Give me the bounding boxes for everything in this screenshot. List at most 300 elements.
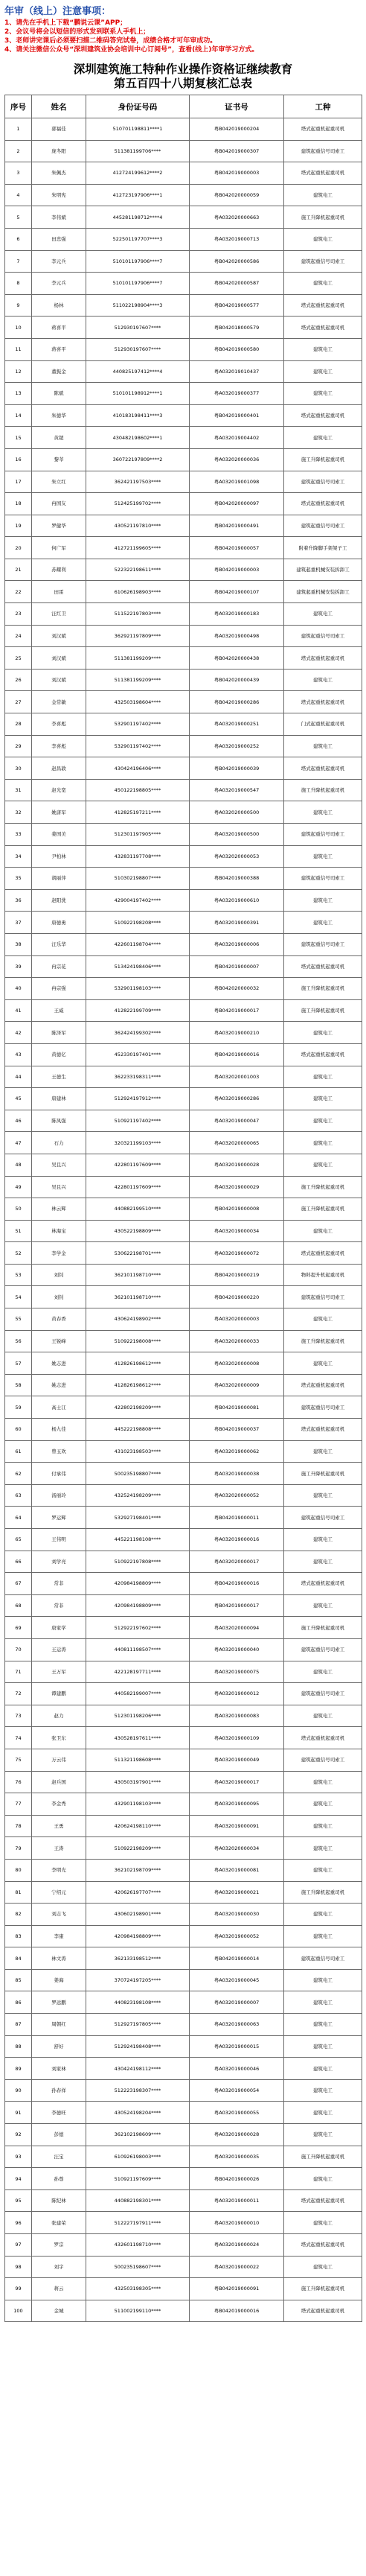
- cell-index: 6: [5, 228, 32, 250]
- cell-index: 42: [5, 1022, 32, 1044]
- table-row: [5, 537, 362, 559]
- cell-index: 87: [5, 2014, 32, 2036]
- cell-name: 何广军: [32, 537, 86, 559]
- cell-name: 李喜彪: [32, 713, 86, 736]
- cell-index: 21: [5, 559, 32, 581]
- table-row: [5, 1771, 362, 1793]
- cell-certificate-number: 粤A032019000022: [190, 2256, 284, 2278]
- summary-table: [4, 95, 362, 2322]
- cell-index: 79: [5, 1837, 32, 1860]
- cell-name: 朱立红: [32, 471, 86, 493]
- cell-index: 13: [5, 383, 32, 405]
- table-row: [5, 1705, 362, 1727]
- cell-certificate-number: 粤A032020000009: [190, 1374, 284, 1396]
- cell-id-number: 530622198701****: [86, 1242, 190, 1265]
- cell-certificate-number: 粤A032019000498: [190, 625, 284, 647]
- cell-id-number: 422801197609****: [86, 1154, 190, 1176]
- cell-job-type: 门式起重机起重司机: [284, 713, 362, 736]
- cell-id-number: 362102198609****: [86, 2124, 190, 2146]
- cell-job-type: 建筑起重信号司索工: [284, 1749, 362, 1771]
- cell-index: 26: [5, 669, 32, 691]
- cell-id-number: 513424198406****: [86, 955, 190, 978]
- cell-certificate-number: 粤B042019000220: [190, 1286, 284, 1308]
- cell-id-number: 512924198408****: [86, 2035, 190, 2058]
- cell-index: 88: [5, 2035, 32, 2058]
- cell-name: 杨林: [32, 294, 86, 317]
- cell-id-number: 362101198710****: [86, 1264, 190, 1286]
- table-row: [5, 801, 362, 824]
- cell-index: 84: [5, 1947, 32, 1970]
- cell-name: 周朝红: [32, 2014, 86, 2036]
- table-row: [5, 1176, 362, 1198]
- cell-name: 李康: [32, 1925, 86, 1947]
- cell-name: 蒋云: [32, 2278, 86, 2300]
- table-row: [5, 1507, 362, 1529]
- cell-certificate-number: 粤A032019000500: [190, 824, 284, 846]
- cell-index: 73: [5, 1705, 32, 1727]
- cell-index: 93: [5, 2146, 32, 2168]
- cell-id-number: 532901197402****: [86, 713, 190, 736]
- table-row: [5, 404, 362, 427]
- cell-id-number: 362233198311****: [86, 1066, 190, 1088]
- cell-certificate-number: 粤A032019000047: [190, 1110, 284, 1132]
- table-row: [5, 1661, 362, 1683]
- cell-id-number: 512930197607****: [86, 338, 190, 360]
- cell-job-type: 建筑电工: [284, 669, 362, 691]
- cell-name: 常非: [32, 1594, 86, 1617]
- cell-certificate-number: 粤B042019000016: [190, 1573, 284, 1595]
- cell-job-type: 建筑电工: [284, 2124, 362, 2146]
- cell-name: 刘钊: [32, 1264, 86, 1286]
- cell-index: 60: [5, 1419, 32, 1441]
- cell-certificate-number: 粤B042019000091: [190, 2278, 284, 2300]
- cell-index: 83: [5, 1925, 32, 1947]
- table-row: [5, 1815, 362, 1837]
- cell-name: 王锐峰: [32, 1330, 86, 1352]
- cell-job-type: 建筑电工: [284, 845, 362, 868]
- cell-id-number: 362921197809****: [86, 625, 190, 647]
- cell-index: 77: [5, 1793, 32, 1816]
- cell-job-type: 建筑起重信号司索工: [284, 250, 362, 273]
- cell-job-type: 物料提升机起重司机: [284, 1264, 362, 1286]
- table-row: [5, 2168, 362, 2190]
- cell-job-type: 建筑电工: [284, 1991, 362, 2014]
- cell-name: 刘钊: [32, 1286, 86, 1308]
- document-title: [0, 62, 366, 90]
- cell-index: 7: [5, 250, 32, 273]
- table-row: [5, 471, 362, 493]
- cell-certificate-number: 粤B042018000579: [190, 317, 284, 339]
- cell-job-type: 塔式起重机起重司机: [284, 404, 362, 427]
- table-header-row: [5, 95, 362, 118]
- cell-index: 38: [5, 933, 32, 955]
- cell-job-type: 建筑电工: [284, 1220, 362, 1242]
- cell-name: 陈斌: [32, 383, 86, 405]
- cell-job-type: 塔式起重机起重司机: [284, 1242, 362, 1265]
- cell-job-type: 建筑电工: [284, 2102, 362, 2124]
- cell-id-number: 412825197211****: [86, 801, 190, 824]
- cell-name: 张建荣: [32, 2212, 86, 2234]
- cell-id-number: 362424199302****: [86, 1022, 190, 1044]
- cell-id-number: 510921197609****: [86, 2168, 190, 2190]
- cell-job-type: 施工升降机起重司机: [284, 1198, 362, 1221]
- cell-job-type: 建筑起重信号司索工: [284, 1507, 362, 1529]
- cell-job-type: 施工升降机起重司机: [284, 448, 362, 471]
- cell-job-type: 建筑电工: [284, 1352, 362, 1375]
- cell-id-number: 512922197602****: [86, 1617, 190, 1639]
- table-row: [5, 2300, 362, 2322]
- cell-certificate-number: 粤B042020000032: [190, 978, 284, 1000]
- cell-certificate-number: 粤A032019000055: [190, 2102, 284, 2124]
- cell-id-number: 500235198807****: [86, 1463, 190, 1485]
- cell-name: 李元兵: [32, 250, 86, 273]
- table-row: [5, 845, 362, 868]
- cell-certificate-number: 粤B042020000586: [190, 250, 284, 273]
- cell-index: 40: [5, 978, 32, 1000]
- cell-job-type: 建筑起重信号司索工: [284, 1947, 362, 1970]
- notice-line: 3、老师讲完课后必须要扫描二维码答完试卷，成绩合格才可年审成功。: [4, 37, 217, 45]
- cell-certificate-number: 粤A032019000040: [190, 1638, 284, 1661]
- cell-certificate-number: 粤B042019000003: [190, 559, 284, 581]
- cell-id-number: 432831197708****: [86, 845, 190, 868]
- cell-name: 汪乐华: [32, 933, 86, 955]
- cell-job-type: 塔式起重机起重司机: [284, 1419, 362, 1441]
- cell-job-type: 建筑电工: [284, 1594, 362, 1617]
- cell-index: 29: [5, 735, 32, 757]
- cell-certificate-number: 粤B042019000491: [190, 515, 284, 537]
- cell-index: 97: [5, 2234, 32, 2257]
- cell-certificate-number: 粤A032019000012: [190, 1683, 284, 1705]
- cell-name: 王伟明: [32, 1529, 86, 1551]
- cell-name: 汤丽玲: [32, 1484, 86, 1507]
- cell-job-type: 施工升降机起重司机: [284, 2146, 362, 2168]
- cell-certificate-number: 粤A032019001098: [190, 471, 284, 493]
- table-row: [5, 779, 362, 801]
- cell-id-number: 430624198902****: [86, 1308, 190, 1331]
- cell-job-type: 建筑电工: [284, 1705, 362, 1727]
- cell-name: 李德旺: [32, 2102, 86, 2124]
- cell-name: 黄超: [32, 427, 86, 449]
- table-row: [5, 1551, 362, 1573]
- table-row: [5, 1220, 362, 1242]
- cell-index: 63: [5, 1484, 32, 1507]
- cell-job-type: 塔式起重机起重司机: [284, 647, 362, 670]
- header-index: 序号: [5, 95, 32, 118]
- table-row: [5, 1110, 362, 1132]
- cell-job-type: 施工升降机起重司机: [284, 978, 362, 1000]
- cell-certificate-number: 粤A032019000251: [190, 713, 284, 736]
- cell-certificate-number: 粤B042019000016: [190, 1043, 284, 1066]
- table-row: [5, 1594, 362, 1617]
- cell-index: 89: [5, 2058, 32, 2080]
- cell-id-number: 440825197412****4: [86, 360, 190, 383]
- cell-job-type: 建筑电工: [284, 1969, 362, 1991]
- cell-job-type: 建筑电工: [284, 603, 362, 626]
- cell-id-number: 412724199612****2: [86, 162, 190, 185]
- cell-id-number: 360722197809****2: [86, 448, 190, 471]
- cell-name: 常非: [32, 1573, 86, 1595]
- cell-index: 36: [5, 889, 32, 912]
- cell-index: 44: [5, 1066, 32, 1088]
- table-row: [5, 515, 362, 537]
- cell-job-type: 塔式起重机起重司机: [284, 1573, 362, 1595]
- cell-certificate-number: 粤A032019000035: [190, 2146, 284, 2168]
- cell-id-number: 362421197503****: [86, 471, 190, 493]
- cell-certificate-number: 粤A032019000010: [190, 2212, 284, 2234]
- cell-certificate-number: 粤A032020000033: [190, 1330, 284, 1352]
- cell-job-type: 建筑起重机械安装拆卸工: [284, 559, 362, 581]
- cell-index: 91: [5, 2102, 32, 2124]
- cell-id-number: 512930197607****: [86, 317, 190, 339]
- cell-certificate-number: 粤A032019000011: [190, 2189, 284, 2212]
- table-row: [5, 1484, 362, 1507]
- table-row: [5, 559, 362, 581]
- header-job-type: 工种: [284, 95, 362, 118]
- cell-certificate-number: 粤A032019000052: [190, 1925, 284, 1947]
- table-row: [5, 228, 362, 250]
- cell-index: 47: [5, 1132, 32, 1154]
- cell-name: 胡丽萍: [32, 868, 86, 890]
- cell-job-type: 塔式起重机起重司机: [284, 1374, 362, 1396]
- cell-job-type: 建筑电工: [284, 889, 362, 912]
- cell-name: 王运涛: [32, 1638, 86, 1661]
- cell-job-type: 建筑电工: [284, 383, 362, 405]
- cell-job-type: 塔式起重机起重司机: [284, 493, 362, 515]
- cell-certificate-number: 粤B042019000039: [190, 757, 284, 780]
- cell-certificate-number: 粤A032019000030: [190, 1904, 284, 1926]
- cell-index: 92: [5, 2124, 32, 2146]
- header-id-number: 身份证号码: [86, 95, 190, 118]
- cell-id-number: 429004197402****: [86, 889, 190, 912]
- table-row: [5, 1242, 362, 1265]
- cell-job-type: 附着升降脚手架架子工: [284, 537, 362, 559]
- cell-name: 陈泽军: [32, 1022, 86, 1044]
- cell-id-number: 432524198209****: [86, 1484, 190, 1507]
- cell-id-number: 412826198612****: [86, 1352, 190, 1375]
- cell-name: 李元兵: [32, 273, 86, 295]
- cell-job-type: 建筑电工: [284, 1088, 362, 1110]
- cell-index: 72: [5, 1683, 32, 1705]
- cell-name: 冉国友: [32, 493, 86, 515]
- cell-id-number: 510701198811****1: [86, 118, 190, 141]
- table-row: [5, 603, 362, 626]
- cell-index: 41: [5, 999, 32, 1022]
- cell-index: 46: [5, 1110, 32, 1132]
- cell-index: 56: [5, 1330, 32, 1352]
- cell-index: 16: [5, 448, 32, 471]
- table-row: [5, 1022, 362, 1044]
- cell-job-type: 施工升降机起重司机: [284, 779, 362, 801]
- cell-index: 32: [5, 801, 32, 824]
- cell-id-number: 410183198411****3: [86, 404, 190, 427]
- cell-index: 9: [5, 294, 32, 317]
- cell-job-type: 塔式起重机起重司机: [284, 1727, 362, 1749]
- cell-id-number: 430503197901****: [86, 1771, 190, 1793]
- cell-job-type: 建筑起重机械安装拆卸工: [284, 581, 362, 603]
- cell-job-type: 施工升降机起重司机: [284, 999, 362, 1022]
- cell-certificate-number: 粤A032019000034: [190, 1220, 284, 1242]
- cell-job-type: 建筑电工: [284, 912, 362, 934]
- cell-name: 王万军: [32, 1661, 86, 1683]
- table-row: [5, 889, 362, 912]
- cell-job-type: 建筑电工: [284, 2058, 362, 2080]
- cell-name: 彭德: [32, 2124, 86, 2146]
- cell-certificate-number: 粤A032020000003: [190, 1308, 284, 1331]
- cell-name: 王威: [32, 999, 86, 1022]
- cell-certificate-number: 粤A032019000029: [190, 1176, 284, 1198]
- cell-job-type: 建筑电工: [284, 2079, 362, 2102]
- cell-id-number: 610926198003****: [86, 2146, 190, 2168]
- cell-name: 尹柏林: [32, 845, 86, 868]
- cell-job-type: 建筑电工: [284, 1925, 362, 1947]
- cell-certificate-number: 粤B042019000307: [190, 140, 284, 162]
- table-row: [5, 360, 362, 383]
- cell-name: 刘家林: [32, 2058, 86, 2080]
- cell-name: 田雷: [32, 581, 86, 603]
- cell-index: 95: [5, 2189, 32, 2212]
- title-line-1: 深圳建筑施工特种作业操作资格证继续教育: [73, 62, 293, 76]
- cell-name: 金城: [32, 2300, 86, 2322]
- cell-id-number: 510302198807****: [86, 868, 190, 890]
- cell-job-type: 建筑电工: [284, 1484, 362, 1507]
- table-row: [5, 1947, 362, 1970]
- cell-job-type: 施工升降机起重司机: [284, 1176, 362, 1198]
- table-row: [5, 1793, 362, 1816]
- cell-certificate-number: 粤A032019000072: [190, 1242, 284, 1265]
- table-row: [5, 1617, 362, 1639]
- cell-name: 杨九佳: [32, 1419, 86, 1441]
- cell-certificate-number: 粤B042020000059: [190, 184, 284, 206]
- title-line-2: 第五百四十八期复核汇总表: [113, 76, 252, 90]
- table-row: [5, 1043, 362, 1066]
- cell-index: 10: [5, 317, 32, 339]
- cell-job-type: 建筑电工: [284, 1022, 362, 1044]
- cell-certificate-number: 粤A032019000016: [190, 1529, 284, 1551]
- table-row: [5, 824, 362, 846]
- cell-certificate-number: 粤A032019000083: [190, 1705, 284, 1727]
- cell-certificate-number: 粤B042019000286: [190, 691, 284, 713]
- cell-index: 86: [5, 1991, 32, 2014]
- cell-job-type: 建筑起重信号司索工: [284, 1396, 362, 1419]
- cell-certificate-number: 粤B042019000219: [190, 1264, 284, 1286]
- cell-name: 谭建鹏: [32, 1683, 86, 1705]
- table-row: [5, 1308, 362, 1331]
- cell-certificate-number: 粤A032020000053: [190, 845, 284, 868]
- cell-id-number: 440811198507****: [86, 1638, 190, 1661]
- table-row: [5, 868, 362, 890]
- cell-index: 11: [5, 338, 32, 360]
- cell-job-type: 建筑电工: [284, 427, 362, 449]
- cell-id-number: 432601198710****: [86, 2234, 190, 2257]
- cell-index: 66: [5, 1551, 32, 1573]
- table-row: [5, 1529, 362, 1551]
- cell-certificate-number: 粤A032020000008: [190, 1352, 284, 1375]
- cell-job-type: 建筑电工: [284, 1859, 362, 1881]
- cell-id-number: 532901197402****: [86, 735, 190, 757]
- cell-id-number: 512223198307****: [86, 2079, 190, 2102]
- cell-certificate-number: 粤B042019000081: [190, 1396, 284, 1419]
- table-row: [5, 1991, 362, 2014]
- cell-id-number: 500235198607****: [86, 2256, 190, 2278]
- cell-id-number: 370724197205****: [86, 1969, 190, 1991]
- cell-id-number: 512425199702****: [86, 493, 190, 515]
- cell-index: 35: [5, 868, 32, 890]
- cell-name: 刘汉斌: [32, 625, 86, 647]
- table-row: [5, 1904, 362, 1926]
- cell-id-number: 320321199103****: [86, 1132, 190, 1154]
- cell-name: 赵阳洗: [32, 889, 86, 912]
- cell-id-number: 362101198710****: [86, 1286, 190, 1308]
- cell-index: 62: [5, 1463, 32, 1485]
- cell-id-number: 445222198808****: [86, 1419, 190, 1441]
- cell-name: 唐德勇: [32, 912, 86, 934]
- cell-id-number: 440882198301****: [86, 2189, 190, 2212]
- cell-name: 李明光: [32, 1859, 86, 1881]
- cell-name: 林海宝: [32, 1220, 86, 1242]
- cell-job-type: 建筑电工: [284, 228, 362, 250]
- cell-certificate-number: 粤A032019000286: [190, 1088, 284, 1110]
- cell-name: 李伟斌: [32, 206, 86, 229]
- cell-name: 姚志进: [32, 1352, 86, 1375]
- cell-id-number: 440823198108****: [86, 1991, 190, 2014]
- cell-index: 52: [5, 1242, 32, 1265]
- cell-id-number: 422801197609****: [86, 1176, 190, 1198]
- cell-name: 姚志进: [32, 1374, 86, 1396]
- cell-id-number: 362102198709****: [86, 1859, 190, 1881]
- table-row: [5, 2146, 362, 2168]
- cell-name: 苏耀利: [32, 559, 86, 581]
- cell-index: 43: [5, 1043, 32, 1066]
- cell-name: 王勇: [32, 1815, 86, 1837]
- cell-job-type: 建筑起重信号司索工: [284, 625, 362, 647]
- table-row: [5, 757, 362, 780]
- table-row: [5, 1066, 362, 1088]
- cell-certificate-number: 粤A032020000017: [190, 1551, 284, 1573]
- cell-job-type: 建筑电工: [284, 2168, 362, 2190]
- cell-id-number: 432901198103****: [86, 1793, 190, 1816]
- table-row: [5, 1925, 362, 1947]
- cell-job-type: 建筑起重信号司索工: [284, 471, 362, 493]
- table-row: [5, 647, 362, 670]
- cell-job-type: 塔式起重机起重司机: [284, 2234, 362, 2257]
- cell-name: 刘汉斌: [32, 647, 86, 670]
- cell-job-type: 建筑电工: [284, 1440, 362, 1463]
- cell-certificate-number: 粤A032019000075: [190, 1661, 284, 1683]
- cell-job-type: 建筑电工: [284, 1661, 362, 1683]
- cell-name: 蒋喜平: [32, 338, 86, 360]
- table-row: [5, 493, 362, 515]
- table-row: [5, 2014, 362, 2036]
- cell-certificate-number: 粤B042019000026: [190, 2168, 284, 2190]
- cell-id-number: 445281198712****4: [86, 206, 190, 229]
- table-row: [5, 999, 362, 1022]
- cell-index: 34: [5, 845, 32, 868]
- cell-job-type: 施工升降机起重司机: [284, 1881, 362, 1904]
- cell-name: 田忠强: [32, 228, 86, 250]
- cell-id-number: 532927198401****: [86, 1507, 190, 1529]
- cell-certificate-number: 粤B042019000204: [190, 118, 284, 141]
- cell-index: 57: [5, 1352, 32, 1375]
- cell-name: 刘宇: [32, 2256, 86, 2278]
- cell-index: 54: [5, 1286, 32, 1308]
- table-row: [5, 2058, 362, 2080]
- cell-certificate-number: 粤A032019000038: [190, 1463, 284, 1485]
- cell-name: 唐家学: [32, 1617, 86, 1639]
- cell-certificate-number: 粤A032019000391: [190, 912, 284, 934]
- cell-index: 75: [5, 1749, 32, 1771]
- table-row: [5, 955, 362, 978]
- cell-index: 25: [5, 647, 32, 670]
